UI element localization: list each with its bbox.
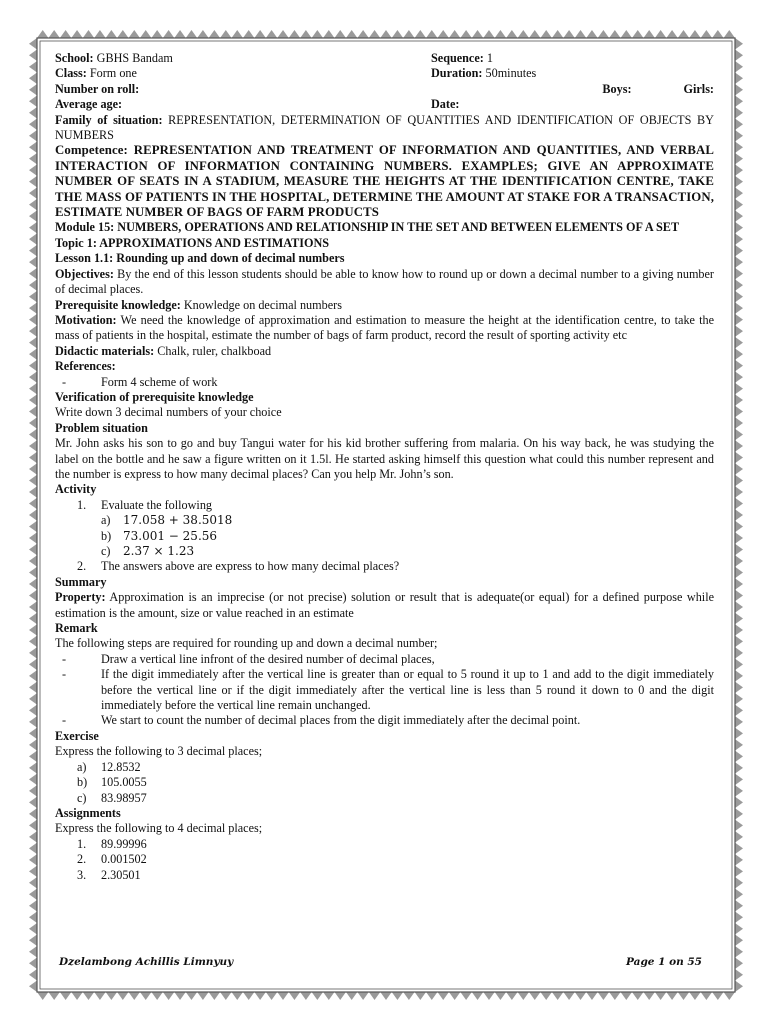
family-text: REPRESENTATION, DETERMINATION OF QUANTITIES AND IDENTIFICATION OF OBJECTS BY NUMBERS: [55, 112, 714, 143]
exercise-intro: Express the following to 3 decimal places;: [55, 744, 263, 759]
competence: [55, 143, 714, 220]
module-heading: Module 15: NUMBERS, OPERATIONS AND RELATIONSHIP IN THE SET AND BETWEEN ELEMENTS OF A SET: [55, 220, 680, 235]
list-item: 2. The answers above are express to how many decimal places?: [77, 559, 400, 574]
didactic-materials: [55, 344, 714, 359]
list-item: 1. Evaluate the following: [77, 497, 213, 512]
sequence-value: 1: [483, 51, 493, 65]
header-row-4: [55, 97, 714, 112]
age-label: Average age:: [55, 97, 123, 112]
page-number: Page 1 on 55: [626, 956, 702, 968]
activity-list: [55, 498, 714, 513]
lesson-plan: [55, 51, 714, 883]
prerequisite: [55, 298, 714, 313]
motivation-label: Motivation:: [55, 312, 117, 327]
topic-heading: Topic 1: APPROXIMATIONS AND ESTIMATIONS: [55, 235, 330, 250]
activity-sub-list: [55, 513, 714, 559]
didactic-text: Chalk, ruler, chalkboad: [154, 343, 272, 358]
remark-intro: The following steps are required for rounding up and down a decimal number;: [55, 636, 438, 651]
girls-label: Girls:: [683, 81, 714, 96]
didactic-label: Didactic materials:: [55, 343, 155, 358]
objectives-label: Objectives:: [55, 266, 114, 281]
lesson-heading: Lesson 1.1: Rounding up and down of decimal numbers: [55, 251, 345, 266]
header-row-3: [55, 82, 714, 97]
header-row-1: [55, 51, 714, 66]
prereq-text: Knowledge on decimal numbers: [180, 297, 342, 312]
list-item: - Draw a vertical line infront of the desired number of decimal places,: [62, 651, 435, 666]
family-label: Family of situation:: [55, 112, 163, 127]
motivation-text: We need the knowledge of approximation and estimation to measure the height at the identification centre, to take the mass of patients in the hospital, estimate the number of bags of farm product, record the result of sporting activity etc: [55, 312, 714, 343]
list-item: 1. 89.99996: [77, 836, 147, 851]
verification-text: Write down 3 decimal numbers of your choice: [55, 405, 282, 420]
list-item: a) 17.058 + 38.5018: [101, 513, 233, 528]
competence-text: REPRESENTATION AND TREATMENT OF INFORMATION AND QUANTITIES, AND VERBAL INTERACTION OF INFORMATION CONTAINING NUMBERS. EXAMPLES; GIVE AN APPROXIMATE NUMBER OF SEATS IN A STADIUM, MEASURE THE HEIGHTS AT THE IDENTIFICATION CENTRE, TAKE THE MASS OF PATIENTS IN THE HOSPITAL, DETERMINE THE AMOUNT AT STAKE FOR A TRANSACTION, ESTIMATE NUMBER OF BAGS OF FARM PRODUCTS: [55, 143, 714, 220]
duration-label: Duration:: [431, 66, 483, 81]
math-expression: 17.058 + 38.5018: [123, 513, 233, 528]
property-text: Approximation is an imprecise (or not precise) solution or result that is adequate(or equal) for a defined purpose while estimation is the amount, size or value reached in an estimate: [55, 590, 714, 620]
page-footer: [59, 956, 702, 968]
math-expression: 2.37 × 1.23: [123, 544, 195, 558]
list-item: - We start to count the number of decimal places from the digit immediately after the decimal point.: [62, 713, 581, 728]
summary-label: Summary: [55, 574, 107, 589]
problem-label: Problem situation: [55, 420, 148, 435]
property-label: Property:: [55, 590, 106, 605]
list-item: b) 73.001 − 25.56: [101, 528, 218, 543]
list-item: - Form 4 scheme of work: [62, 374, 218, 389]
activity-label: Activity: [55, 482, 97, 497]
family-of-situation: [55, 113, 714, 144]
list-item: c) 83.98957: [77, 790, 147, 805]
school-value: GBHS Bandam: [93, 51, 173, 65]
assignments-list: [55, 837, 714, 883]
assignments-intro: Express the following to 4 decimal places;: [55, 821, 263, 836]
property: [55, 590, 714, 621]
exercise-list: [55, 760, 714, 806]
class-label: Class:: [55, 66, 87, 81]
competence-label: Competence:: [55, 143, 128, 158]
roll-label: Number on roll:: [55, 81, 140, 96]
list-item: b) 105.0055: [77, 775, 147, 790]
list-item: 3. 2.30501: [77, 867, 141, 882]
prereq-label: Prerequisite knowledge:: [55, 297, 181, 312]
list-item: - If the digit immediately after the vertical line is greater than or equal to 5 round it up to 1 and add to the digit immediately before the vertical line or if the digit immediately after the vertical line is less than 5 round it down to 0 and the digit immediately before the vertical line remain unchanged.: [62, 667, 714, 713]
remark-list: [55, 652, 714, 729]
verification-label: Verification of prerequisite knowledge: [55, 389, 254, 404]
references-list: [55, 375, 714, 390]
objectives: [55, 267, 714, 298]
school-label: School:: [55, 51, 94, 65]
list-item: c) 2.37 × 1.23: [101, 544, 195, 558]
math-expression: 73.001 − 25.56: [123, 528, 218, 543]
remark-label: Remark: [55, 621, 98, 636]
sequence-label: Sequence:: [431, 51, 484, 65]
duration-value: 50minutes: [482, 66, 537, 81]
references-label: References:: [55, 359, 116, 374]
motivation: [55, 313, 714, 344]
boys-label: Boys:: [602, 81, 632, 96]
problem-text: Mr. John asks his son to go and buy Tangui water for his kid brother suffering from malaria. On his way back, he was studying the label on the bottle and he saw a figure written on it 1.5l. He started asking himself this question what could this number represent and the number is express to how many decimal places? Can you help Mr. John’s son.: [55, 436, 714, 481]
date-label: Date:: [431, 97, 460, 112]
activity-list-2: [55, 559, 714, 574]
class-value: Form one: [86, 66, 137, 81]
list-item: a) 12.8532: [77, 759, 141, 774]
author-name: Dzelambong Achillis Limnyuy: [59, 956, 234, 968]
list-item: 2. 0.001502: [77, 852, 147, 867]
objectives-text: By the end of this lesson students should be able to know how to round up or down a decimal number to a giving number of decimal places.: [55, 266, 714, 297]
header-row-2: [55, 66, 714, 81]
exercise-label: Exercise: [55, 728, 99, 743]
assignments-label: Assignments: [55, 805, 121, 820]
